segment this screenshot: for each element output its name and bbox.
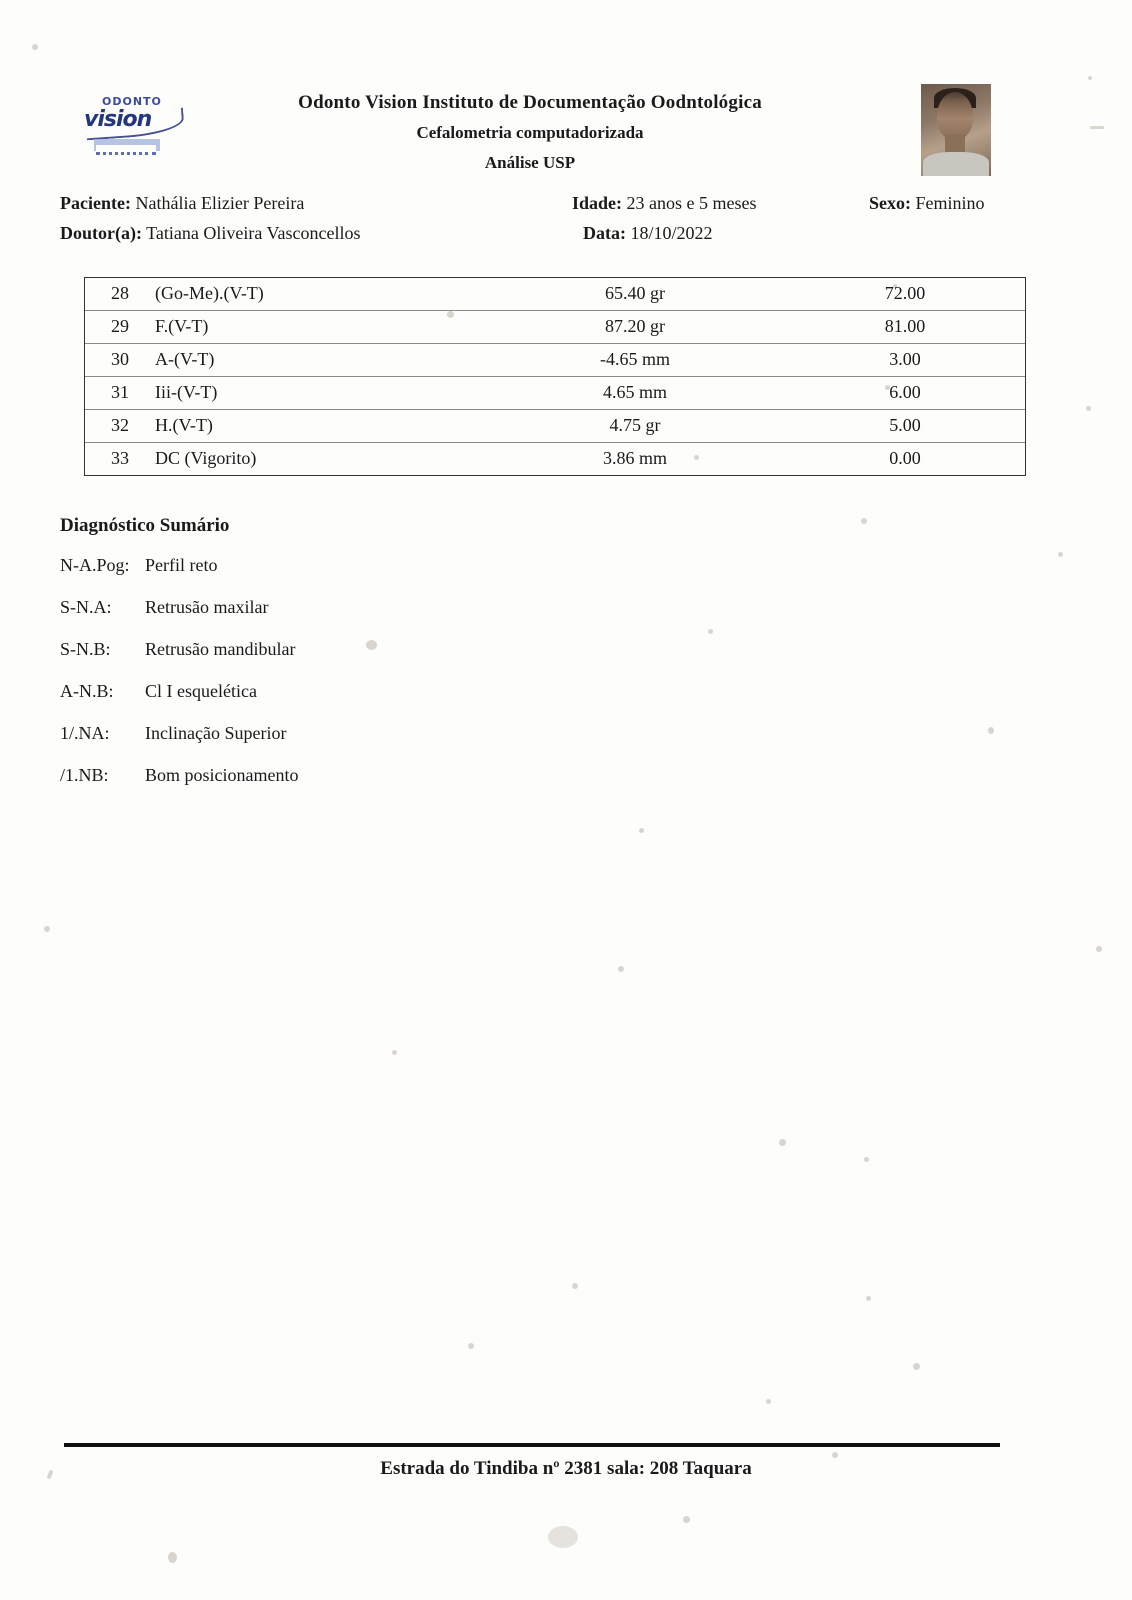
- diagnosis-item: [60, 681, 660, 723]
- scan-speck: [866, 1296, 871, 1301]
- diagnosis-item-value: Retrusão maxilar: [145, 597, 269, 617]
- date-value: 18/10/2022: [630, 223, 713, 243]
- diagnosis-item-key: S-N.B:: [60, 639, 111, 659]
- institute-title: Odonto Vision Instituto de Documentação Oodntológica: [298, 92, 762, 113]
- row-number: 32: [85, 410, 155, 443]
- scan-speck: [708, 629, 713, 634]
- table-row: [85, 278, 1025, 311]
- row-number: 29: [85, 311, 155, 344]
- scan-smudge: [548, 1526, 578, 1548]
- photo-face-shape: [937, 92, 973, 140]
- row-measure-name: F.(V-T): [155, 311, 485, 344]
- patient-age-row: [572, 190, 757, 216]
- scan-speck: [32, 44, 38, 50]
- scan-speck: [1086, 406, 1091, 411]
- scan-speck: [168, 1552, 177, 1563]
- scan-speck: [1090, 126, 1104, 129]
- logo-main-text: vision: [84, 107, 152, 132]
- footer-divider: [64, 1443, 1000, 1447]
- row-measure-norm: 0.00: [889, 448, 921, 468]
- scan-speck: [988, 727, 994, 734]
- row-number: 28: [85, 278, 155, 311]
- patient-sex-label: Sexo:: [869, 193, 911, 213]
- diagnosis-item: [60, 765, 660, 807]
- scan-speck: [1088, 76, 1092, 80]
- diagnosis-item-value: Cl I esquelética: [145, 681, 257, 701]
- row-measure-value: 4.75 gr: [485, 410, 785, 443]
- diagnosis-item-key: S-N.A:: [60, 597, 112, 617]
- diagnosis-item-value: Retrusão mandibular: [145, 639, 296, 659]
- photo-shoulders-shape: [923, 152, 989, 176]
- patient-name-label: Paciente:: [60, 193, 131, 213]
- patient-name-row: [60, 190, 304, 216]
- row-measure-name: Iii-(V-T): [155, 377, 485, 410]
- doctor-row: [60, 220, 361, 246]
- row-number: 31: [85, 377, 155, 410]
- scan-speck: [766, 1399, 771, 1404]
- document-title-block: [180, 88, 880, 178]
- footer-address: Estrada do Tindiba nº 2381 sala: 208 Taquara: [380, 1458, 752, 1479]
- row-measure-norm: 3.00: [785, 344, 1025, 377]
- doctor-value: Tatiana Oliveira Vasconcellos: [146, 223, 361, 243]
- company-logo: [84, 95, 182, 157]
- scan-speck: [618, 966, 624, 972]
- row-measure-value: 87.20 gr: [485, 311, 785, 344]
- diagnosis-item: [60, 597, 660, 639]
- row-measure-norm: 72.00: [785, 278, 1025, 311]
- scan-speck: [44, 926, 50, 932]
- analysis-title: Análise USP: [484, 153, 576, 172]
- table-row: [85, 344, 1025, 377]
- row-measure-name: (Go-Me).(V-T): [155, 278, 485, 311]
- diagnosis-item-key: N-A.Pog:: [60, 555, 130, 575]
- scan-speck: [683, 1516, 690, 1523]
- row-measure-norm: 5.00: [785, 410, 1025, 443]
- diagnosis-item: [60, 723, 660, 765]
- scan-speck: [468, 1343, 474, 1349]
- row-measure-value: -4.65 mm: [485, 344, 785, 377]
- scan-speck: [1096, 946, 1102, 952]
- patient-sex-row: [869, 190, 985, 216]
- diagnosis-item: [60, 555, 660, 597]
- diagnosis-item-key: A-N.B:: [60, 681, 114, 701]
- scan-speck: [861, 518, 867, 524]
- scan-speck: [392, 1050, 397, 1055]
- logo-top-text: ODONTO: [102, 95, 162, 108]
- diagnosis-item: [60, 639, 660, 681]
- row-number: 30: [85, 344, 155, 377]
- diagnosis-item-value: Perfil reto: [145, 555, 218, 575]
- exam-title: Cefalometria computadorizada: [416, 123, 644, 142]
- measurements-table: [85, 278, 1025, 475]
- patient-photo: [921, 84, 991, 176]
- row-measure-name: A-(V-T): [155, 344, 485, 377]
- row-measure-value: 3.86 mm: [602, 448, 667, 468]
- doctor-label: Doutor(a):: [60, 223, 142, 243]
- diagnosis-item-key: /1.NB:: [60, 765, 109, 785]
- patient-name-value: Nathália Elizier Pereira: [135, 193, 305, 213]
- table-row: [85, 377, 1025, 410]
- scan-speck: [864, 1157, 869, 1162]
- table-row: [85, 311, 1025, 344]
- scan-speck: [913, 1363, 920, 1370]
- scan-speck: [1058, 552, 1063, 557]
- patient-age-value: 23 anos e 5 meses: [626, 193, 757, 213]
- row-measure-norm: 6.00: [785, 377, 1025, 410]
- diagnosis-item-key: 1/.NA:: [60, 723, 110, 743]
- date-label: Data:: [583, 223, 626, 243]
- scan-speck: [572, 1283, 578, 1289]
- row-measure-norm: 81.00: [785, 311, 1025, 344]
- diagnosis-item-value: Bom posicionamento: [145, 765, 299, 785]
- table-row: [85, 410, 1025, 443]
- diagnosis-title: Diagnóstico Sumário: [60, 515, 230, 536]
- row-measure-value: 4.65 mm: [485, 377, 785, 410]
- scan-speck: [779, 1139, 786, 1146]
- table-row: [85, 443, 1025, 476]
- patient-age-label: Idade:: [572, 193, 623, 213]
- row-measure-name: H.(V-T): [155, 410, 485, 443]
- patient-sex-value: Feminino: [915, 193, 985, 213]
- diagnosis-item-value: Inclinação Superior: [145, 723, 287, 743]
- date-row: [583, 220, 713, 246]
- row-measure-value: 65.40 gr: [485, 278, 785, 311]
- diagnosis-list: [60, 555, 660, 807]
- row-measure-name: DC (Vigorito): [155, 448, 257, 468]
- row-number: 33: [111, 448, 129, 468]
- scan-speck: [639, 828, 644, 833]
- logo-bar-dotted-shape: [96, 145, 156, 155]
- measurements-table-container: [84, 277, 1026, 476]
